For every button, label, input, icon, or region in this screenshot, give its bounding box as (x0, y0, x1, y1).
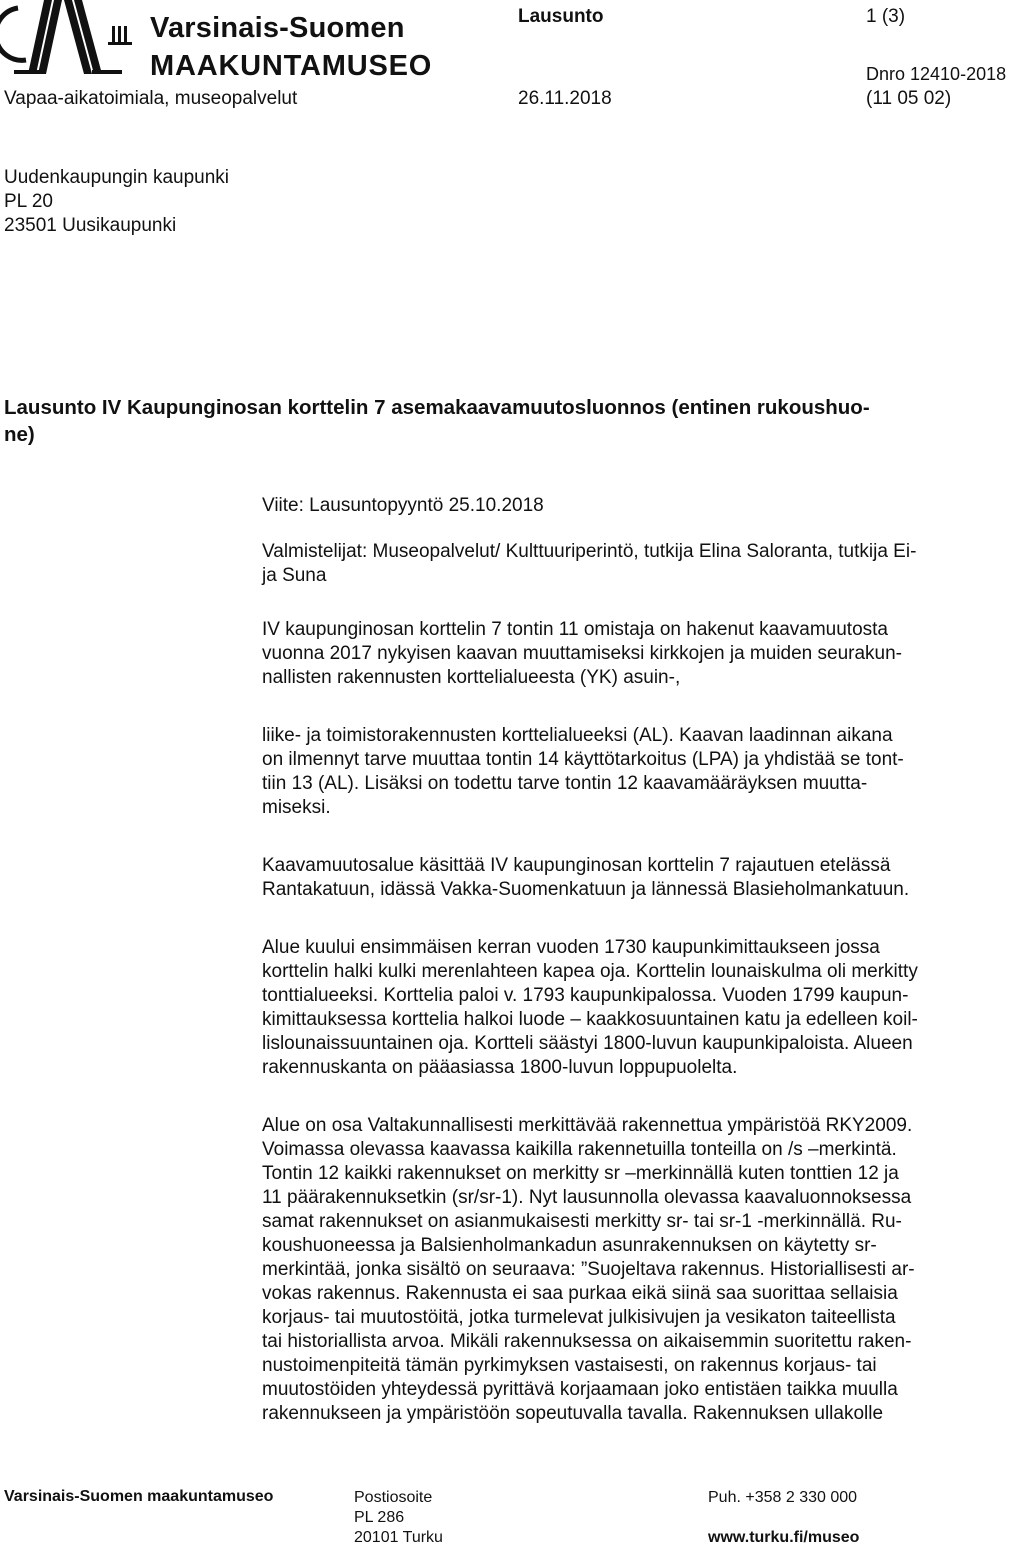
statement-body (262, 494, 1022, 1426)
reference-line: Viite: Lausuntopyyntö 25.10.2018 (262, 495, 544, 516)
recipient-line3: 23501 Uusikaupunki (4, 215, 177, 236)
page-number: 1 (3) (866, 6, 906, 27)
paragraph-protection: Alue on osa Valtakunnallisesti merkittävää rakennettua ympäristöä RKY2009. Voimassa olevassa kaavassa kaikilla rakennetuilla tonteilla on /s –merkintä. Tontin 12 kaikki rakennukset on merkitty sr –merkinnällä kuten tonttien 12 ja 11 päärakennuksetkin (sr/sr-1). Nyt lausunnolla olevassa kaavaluonnoksessa samat rakennukset on asianmukaisesti merkitty sr- tai sr-1 -merkinnällä. Ru- koushuoneessa ja Balsienholmankadun asunrakennuksen on käytetty sr- merkintää, jonka sisältö on seuraava: ”Suojeltava rakennus. Historiallisesti ar- vokas rakennus. Rakennusta ei saa purkaa eikä siinä saa suorittaa sellaisia korjaus- tai muutostöitä, jotka turmelevat julkisivujen ja vesikaton taiteellista tai historiallista arvoa. Mikäli rakennuksessa on aikaisemmin suoritettu raken- nustoimenpiteitä tämän pyrkimyksen vastaisesti, on rakennus korjaus- tai muutostöiden yhteydessä pyrittävä korjaamaan joko entistäen taikka muulla rakennukseen ja ympäristöön sopeutuvalla tavalla. Rakennuksen ullakolle (262, 1115, 915, 1424)
record-number: Dnro 12410-2018 (866, 64, 1007, 84)
footer-org: Varsinais-Suomen maakuntamuseo (4, 1488, 274, 1505)
paragraph-history: Alue kuului ensimmäisen kerran vuoden 1730 kaupunkimittaukseen jossa korttelin halki kulki merenlahteen kapea oja. Korttelin lounaiskulma oli merkitty tonttialueeksi. Korttelia paloi v. 1793 kaupunkipalossa. Vuoden 1799 kaupun- kimittauksessa korttelia halkoi luode – kaakkosuuntainen katu ja edelleen koil- lislounaissuuntainen oja. Kortteli säästyi 1800-luvun kaupunkipaloista. Alueen rakennuskanta on pääasiassa 1800-luvun loppupuolelta. (262, 937, 918, 1078)
paragraph-area: Kaavamuutosalue käsittää IV kaupunginosan korttelin 7 rajautuen etelässä Rantakatuun, idässä Vakka-Suomenkatuun ja lännessä Blasieholmankatuun. (262, 855, 910, 900)
preparers-paragraph: Valmistelijat: Museopalvelut/ Kulttuuriperintö, tutkija Elina Saloranta, tutkija Ei- ja Suna (262, 541, 917, 586)
footer-phone: Puh. +358 2 330 000 (708, 1489, 858, 1506)
footer-postal-box: PL 286 (354, 1509, 405, 1526)
recipient-line2: PL 20 (4, 191, 53, 212)
statement-title-text: Lausunto IV Kaupunginosan korttelin 7 asemakaavamuutosluonnos (entinen rukoushuo- ne) (4, 396, 870, 446)
statement-title (4, 394, 1014, 448)
footer-postal-city: 20101 Turku (354, 1529, 443, 1546)
department: Vapaa-aikatoimiala, museopalvelut (4, 88, 298, 109)
recipient-address (4, 166, 229, 238)
org-name-line1: Varsinais-Suomen (150, 12, 405, 44)
recipient-line1: Uudenkaupungin kaupunki (4, 167, 230, 188)
document-type: Lausunto (518, 6, 604, 27)
archive-code: (11 05 02) (866, 88, 952, 109)
document-date: 26.11.2018 (518, 88, 612, 109)
footer-postal-label: Postiosoite (354, 1489, 433, 1506)
footer-postal (354, 1488, 443, 1548)
footer-contact (708, 1488, 859, 1548)
org-name-line2: MAAKUNTAMUSEO (150, 50, 433, 82)
paragraph-purpose: liike- ja toimistorakennusten korttelialueeksi (AL). Kaavan laadinnan aikana on ilmennyt tarve muuttaa tontin 14 käyttötarkoitus (LPA) ja yhdistää se tont- tiin 13 (AL). Lisäksi on todettu tarve tontin 12 kaavamääräyksen muutta- miseksi. (262, 725, 904, 818)
museum-logo (0, 0, 140, 80)
footer-website-link[interactable]: www.turku.fi/museo (708, 1529, 860, 1546)
paragraph-application: IV kaupunginosan korttelin 7 tontin 11 omistaja on hakenut kaavamuutosta vuonna 2017 nykyisen kaavan muuttamiseksi kirkkojen ja muiden seurakun- nallisten rakennusten korttelialueesta (YK) asuin-, (262, 619, 903, 688)
